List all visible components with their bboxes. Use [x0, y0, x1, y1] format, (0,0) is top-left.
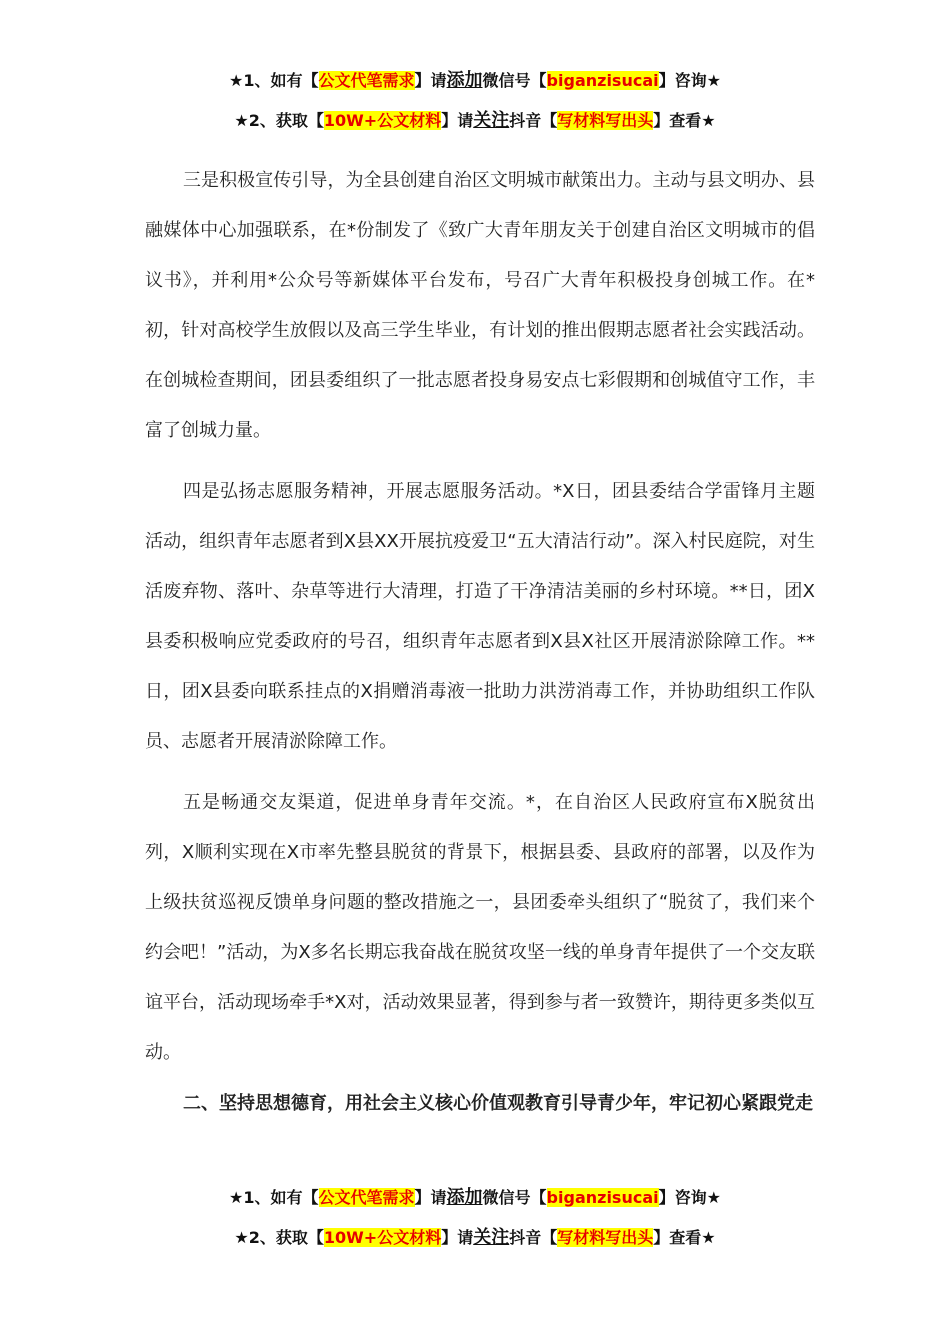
star-icon: ★	[234, 111, 249, 130]
highlight-wechat-id: biganzisucai	[546, 1188, 659, 1207]
emphasis-add: 添加	[446, 70, 483, 91]
highlight-ghostwriting: 公文代笔需求	[318, 71, 415, 90]
highlight-materials: 10W+公文材料	[323, 111, 442, 130]
star-icon: ★	[234, 1228, 249, 1247]
star-icon: ★	[229, 1188, 244, 1207]
emphasis-follow: 关注	[473, 110, 510, 131]
emphasis-follow: 关注	[473, 1227, 510, 1248]
paragraph-3: 三是积极宣传引导，为全县创建自治区文明城市献策出力。主动与县文明办、县融媒体中心加强联系，在*份制发了《致广大青年朋友关于创建自治区文明城市的倡议书》，并利用*公众号等新媒体平台发布，号召广大青年积极投身创城工作。在*初，针对高校学生放假以及高三学生毕业，有计划的推出假期志愿者社会实践活动。在创城检查期间，团县委组织了一批志愿者投身易安点七彩假期和创城值守工作，丰富了创城力量。	[145, 170, 815, 441]
highlight-douyin-account: 写材料写出头	[557, 1228, 654, 1247]
paragraph-5: 五是畅通交友渠道，促进单身青年交流。*，在自治区人民政府宣布X脱贫出列，X顺利实现在X市率先整县脱贫的背景下，根据县委、县政府的部署，以及作为上级扶贫巡视反馈单身问题的整改措施之一，县团委牵头组织了“脱贫了，我们来个约会吧！”活动，为X多名长期忘我奋战在脱贫攻坚一线的单身青年提供了一个交友联谊平台，活动现场牵手*X对，活动效果显著，得到参与者一致赞许，期待更多类似互动。	[145, 792, 815, 1063]
star-icon: ★	[229, 71, 244, 90]
emphasis-add: 添加	[446, 1187, 483, 1208]
bottom-banner-line-2: ★2、获取【10W+公文材料】请关注抖音【写材料写出头】查看★	[234, 1227, 716, 1248]
highlight-wechat-id: biganzisucai	[546, 71, 659, 90]
top-banner-line-2: ★2、获取【10W+公文材料】请关注抖音【写材料写出头】查看★	[234, 110, 716, 131]
top-banner-line-1: ★1、如有【公文代笔需求】请添加微信号【biganzisucai】咨询★	[229, 70, 721, 91]
bottom-banner-line-1: ★1、如有【公文代笔需求】请添加微信号【biganzisucai】咨询★	[229, 1187, 721, 1208]
section-heading: 二、坚持思想德育，用社会主义核心价值观教育引导青少年，牢记初心紧跟党走	[183, 1093, 813, 1114]
highlight-ghostwriting: 公文代笔需求	[318, 1188, 415, 1207]
highlight-douyin-account: 写材料写出头	[557, 111, 654, 130]
paragraph-4: 四是弘扬志愿服务精神，开展志愿服务活动。*X日，团县委结合学雷锋月主题活动，组织青年志愿者到X县XX开展抗疫爱卫“五大清洁行动”。深入村民庭院，对生活废弃物、落叶、杂草等进行大清理，打造了干净清洁美丽的乡村环境。**日，团X县委积极响应党委政府的号召，组织青年志愿者到X县X社区开展清淤除障工作。**日，团X县委向联系挂点的X捐赠消毒液一批助力洪涝消毒工作，并协助组织工作队员、志愿者开展清淤除障工作。	[145, 481, 815, 752]
highlight-materials: 10W+公文材料	[323, 1228, 442, 1247]
